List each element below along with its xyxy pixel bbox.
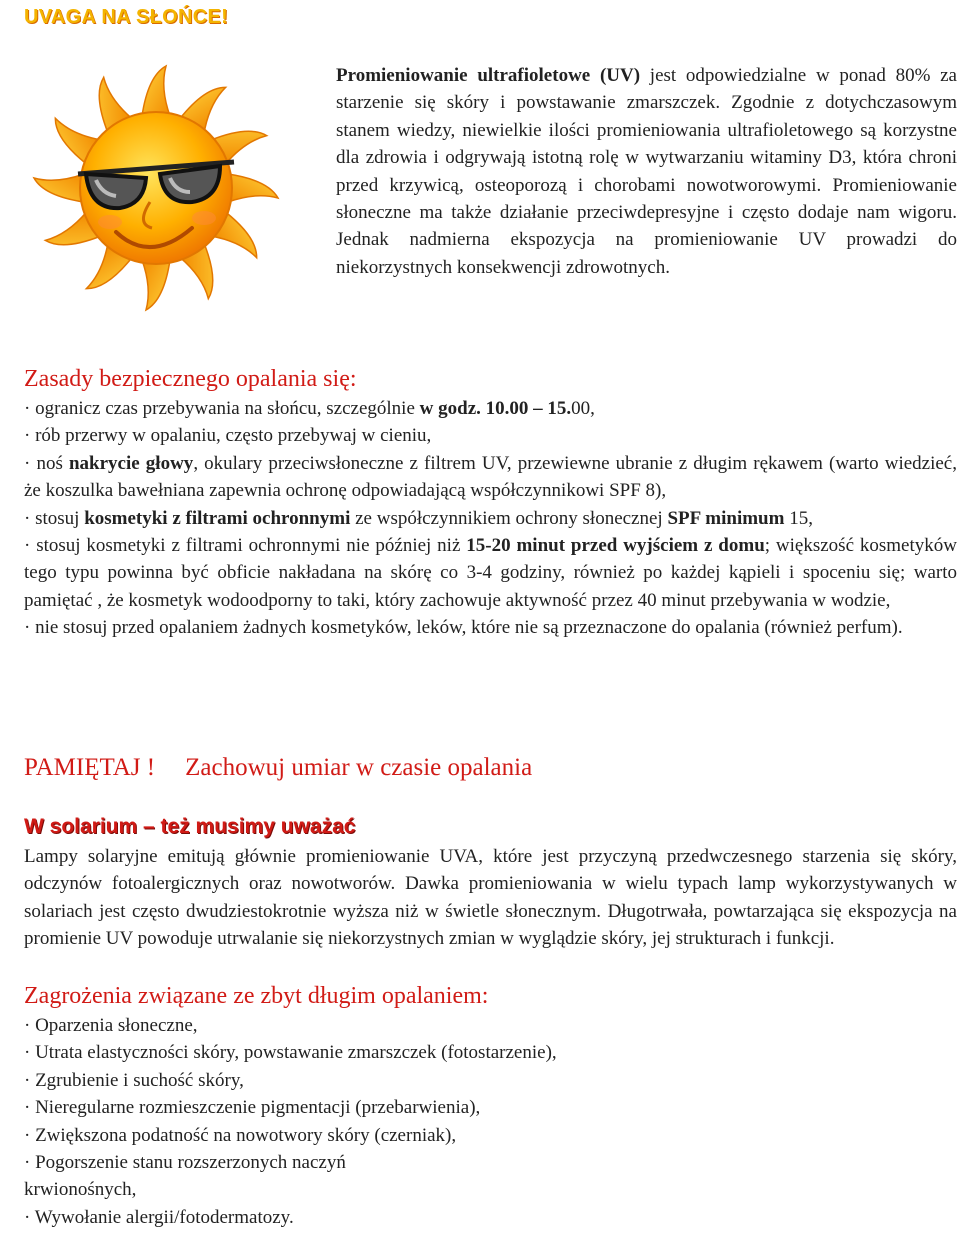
page-title: UVAGA NA SŁOŃCE! xyxy=(24,6,229,28)
risk-item: · Utrata elastyczności skóry, powstawanie zmarszczek (fotostarzenie), xyxy=(24,1042,557,1064)
remember-line xyxy=(24,754,532,782)
illustration-spacer xyxy=(24,62,336,310)
rule-item: · nie stosuj przed opalaniem żadnych kosmetyków, leków, które nie są przeznaczone do opalania (również perfum). xyxy=(24,617,903,639)
rule-item: · stosuj kosmetyki z filtrami ochronnymi ze współczynnikiem ochrony słonecznej SPF minimum 15, xyxy=(24,507,813,529)
risk-item: · Oparzenia słoneczne, xyxy=(24,1015,198,1036)
rule-item: · ogranicz czas przebywania na słońcu, szczególnie w godz. 10.00 – 15.00, xyxy=(24,398,595,419)
intro-paragraph xyxy=(24,62,957,310)
risk-item: · Pogorszenie stanu rozszerzonych naczyń krwionośnych, xyxy=(24,1152,346,1201)
risk-item: · Zwiększona podatność na nowotwory skóry (czerniak), xyxy=(24,1124,457,1146)
risks-list xyxy=(24,1012,724,1231)
rules-list xyxy=(24,395,957,642)
intro-lead: Promieniowanie ultrafioletowe (UV) xyxy=(336,65,641,86)
intro-body: jest odpowiedzialne w ponad 80% za starzenie się skóry i powstawanie zmarszczek. Zgodnie z dotychczasowym stanem wiedzy, niewielkie ilości promieniowania ultrafioletowego są korzystne dla zdrowia i odgrywają istotną rolę w wytwarzaniu witaminy D3, która chroni przed krzywicą, osteoporozą i chorobami nowotworowymi. Promieniowanie słoneczne ma także działanie przeciwdepresyjne i często dodaje nam wigoru. Jednak nadmierna ekspozycja na promieniowanie UV prowadzi do niekorzystnych konsekwencji zdrowotnych. xyxy=(336,65,957,278)
risk-item: · Wywołanie alergii/fotodermatozy. xyxy=(24,1206,294,1228)
risk-item: · Zgrubienie i suchość skóry, xyxy=(24,1069,244,1091)
rule-item: · rób przerwy w opalaniu, często przebywaj w cieniu, xyxy=(24,425,432,447)
risk-item: · Nieregularne rozmieszczenie pigmentacji (przebarwienia), xyxy=(24,1097,481,1119)
solarium-paragraph: Lampy solaryjne emitują głównie promieniowanie UVA, które jest przyczyną przedwczesnego starzenia się skóry, odczynów fotoalergicznych oraz nowotworów. Dawka promieniowania w wielu typach lamp wykorzystywanych w solariach jest często dwudziestokrotnie wyższa niż w świetle słonecznym. Długotrwała, powtarzająca się ekspozycja na promienie UV powoduje utrwalanie się niekorzystnych zmian w wyglądzie skóry, jej strukturach i funkcji. xyxy=(24,846,957,950)
risks-heading: Zagrożenia związane ze zbyt długim opalaniem: xyxy=(24,983,489,1009)
rules-heading: Zasady bezpiecznego opalania się: xyxy=(24,366,357,392)
remember-text: Zachowuj umiar w czasie opalania xyxy=(185,754,533,781)
solarium-heading: W solarium – też musimy uważać xyxy=(24,815,356,838)
remember-label: PAMIĘTAJ ! xyxy=(24,754,156,781)
rule-item: · stosuj kosmetyki z filtrami ochronnymi nie później niż 15-20 minut przed wyjściem z domu; większość kosmetyków tego typu powinna być obficie nakładana na skórę co 3-4 godziny, również po każdej kąpieli i spoceniu się; warto pamiętać , że kosmetyk wodoodporny to taki, który zachowuje aktywność przez 40 minut przebywania w wodzie, xyxy=(24,535,957,611)
rule-item: · noś nakrycie głowy, okulary przeciwsłoneczne z filtrem UV, przewiewne ubranie z długim rękawem (warto wiedzieć, że koszulka bawełniana zapewnia ochronę odpowiadającą współczynnikowi SPF 8), xyxy=(24,452,957,502)
